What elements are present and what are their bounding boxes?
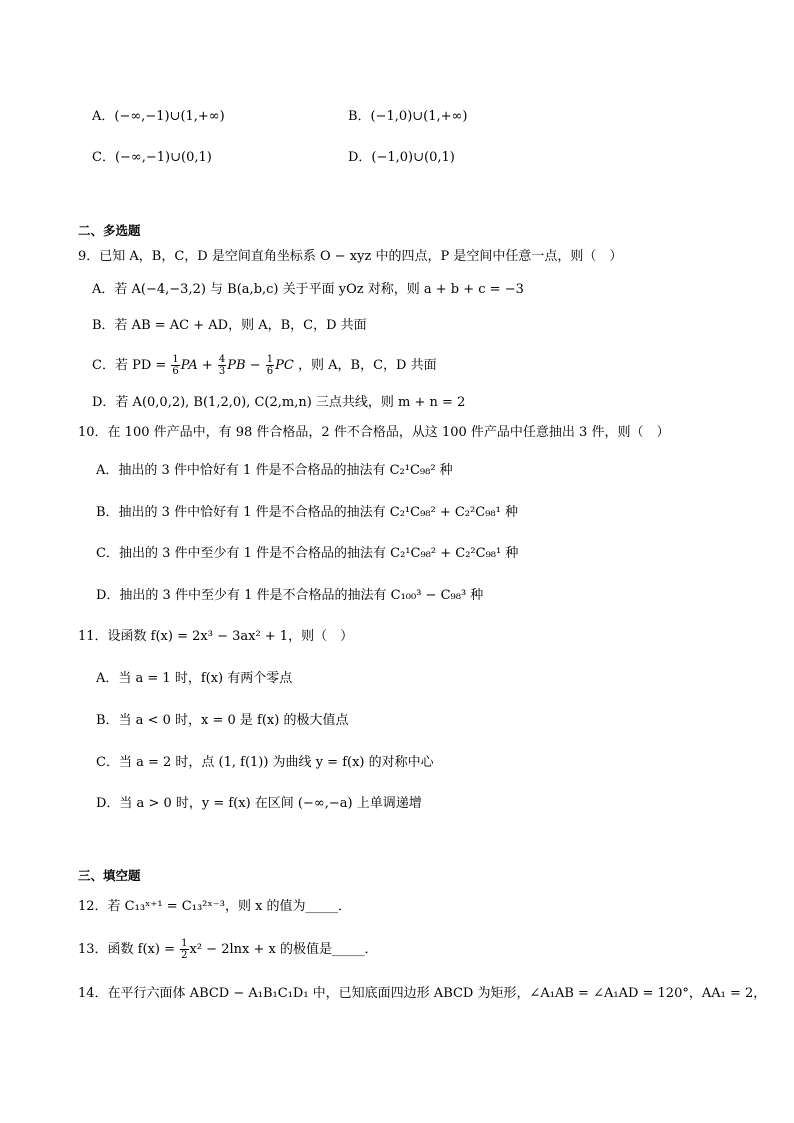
fraction-denominator: 6 xyxy=(266,366,274,377)
section-heading-fill-blank: 三、填空题 xyxy=(78,868,141,883)
q10-option-c: C．抽出的 3 件中至少有 1 件是不合格品的抽法有 C₂¹C₉₈² + C₂²C₉₈¹ 种 xyxy=(96,546,519,561)
q12: 12．若 C₁₃ˣ⁺¹ = C₁₃²ˣ⁻³，则 x 的值为_____． xyxy=(78,899,352,914)
q13-suffix: x² − 2lnx + x 的极值是_____． xyxy=(189,942,378,957)
q8-option-b: B．(−1,0)∪(1,+∞) xyxy=(348,109,468,124)
q10-stem: 10．在 100 件产品中，有 98 件合格品，2 件不合格品，从这 100 件产品中任意抽出 3 件，则（ ） xyxy=(78,425,670,440)
q9-option-b: B．若 AB = AC + AD，则 A，B，C，D 共面 xyxy=(92,318,367,333)
q13-prefix: 13．函数 f(x) = xyxy=(78,942,180,957)
fraction-numerator: 1 xyxy=(172,354,179,365)
fraction-denominator: 2 xyxy=(181,950,188,961)
q8-option-a: A．(−∞,−1)∪(1,+∞) xyxy=(92,109,225,124)
q14: 14．在平行六面体 ABCD − A₁B₁C₁D₁ 中，已知底面四边形 ABCD 为矩形，∠A₁AB = ∠A₁AD = 120°，AA₁ = 2， xyxy=(78,986,767,1001)
vector-pc: PC xyxy=(275,358,294,373)
q9-stem: 9．已知 A，B，C，D 是空间直角坐标系 O − xyz 中的四点，P 是空间中任意一点，则（ ） xyxy=(78,249,623,264)
fraction-denominator: 6 xyxy=(172,366,179,377)
fraction-numerator: 4 xyxy=(218,354,226,365)
q9-option-a: A．若 A(−4,−3,2) 与 B(a,b,c) 关于平面 yOz 对称，则 a + b + c = −3 xyxy=(92,282,524,297)
q13 xyxy=(78,938,377,961)
fraction-one-half xyxy=(180,938,188,961)
fraction-four-thirds xyxy=(218,354,226,377)
q10-option-d: D．抽出的 3 件中至少有 1 件是不合格品的抽法有 C₁₀₀³ − C₉₈³ 种 xyxy=(96,588,484,603)
q10-option-b: B．抽出的 3 件中恰好有 1 件是不合格品的抽法有 C₂¹C₉₈² + C₂²C₉₈¹ 种 xyxy=(96,505,518,520)
q9-option-d: D．若 A(0,0,2), B(1,2,0), C(2,m,n) 三点共线，则 m + n = 2 xyxy=(92,395,466,410)
fraction-denominator: 3 xyxy=(218,366,226,377)
q8-option-c: C．(−∞,−1)∪(0,1) xyxy=(92,150,212,165)
fraction-one-sixth-b xyxy=(266,354,274,377)
vector-pa: PA xyxy=(180,358,198,373)
q11-option-d: D．当 a > 0 时，y = f(x) 在区间 (−∞,−a) 上单调递增 xyxy=(96,796,422,811)
fraction-one-sixth-a xyxy=(171,354,179,377)
q9-option-c-prefix: C．若 PD = xyxy=(92,358,171,373)
q9-option-c: C．若 PD = $\frac{1}{6}$ PA + $\frac{4}{3}$ PB − $\frac{1}{6}$ PC ，则 A，B，C，D 共面 xyxy=(92,354,437,377)
q11-option-b: B．当 a < 0 时，x = 0 是 f(x) 的极大值点 xyxy=(96,713,349,728)
q8-option-d: D．(−1,0)∪(0,1) xyxy=(348,150,455,165)
vector-pb: PB xyxy=(227,358,246,373)
q10-option-a: A．抽出的 3 件中恰好有 1 件是不合格品的抽法有 C₂¹C₉₈² 种 xyxy=(96,463,453,478)
q11-option-a: A．当 a = 1 时，f(x) 有两个零点 xyxy=(96,671,293,686)
q9-option-c-suffix: ，则 A，B，C，D 共面 xyxy=(298,358,437,373)
fraction-numerator: 1 xyxy=(266,354,274,365)
q11-stem: 11．设函数 f(x) = 2x³ − 3ax² + 1，则（ ） xyxy=(78,629,354,644)
fraction-numerator: 1 xyxy=(181,938,188,949)
section-heading-multi-choice: 二、多选题 xyxy=(78,223,141,238)
q11-option-c: C．当 a = 2 时，点 (1, f(1)) 为曲线 y = f(x) 的对称中心 xyxy=(96,755,434,770)
